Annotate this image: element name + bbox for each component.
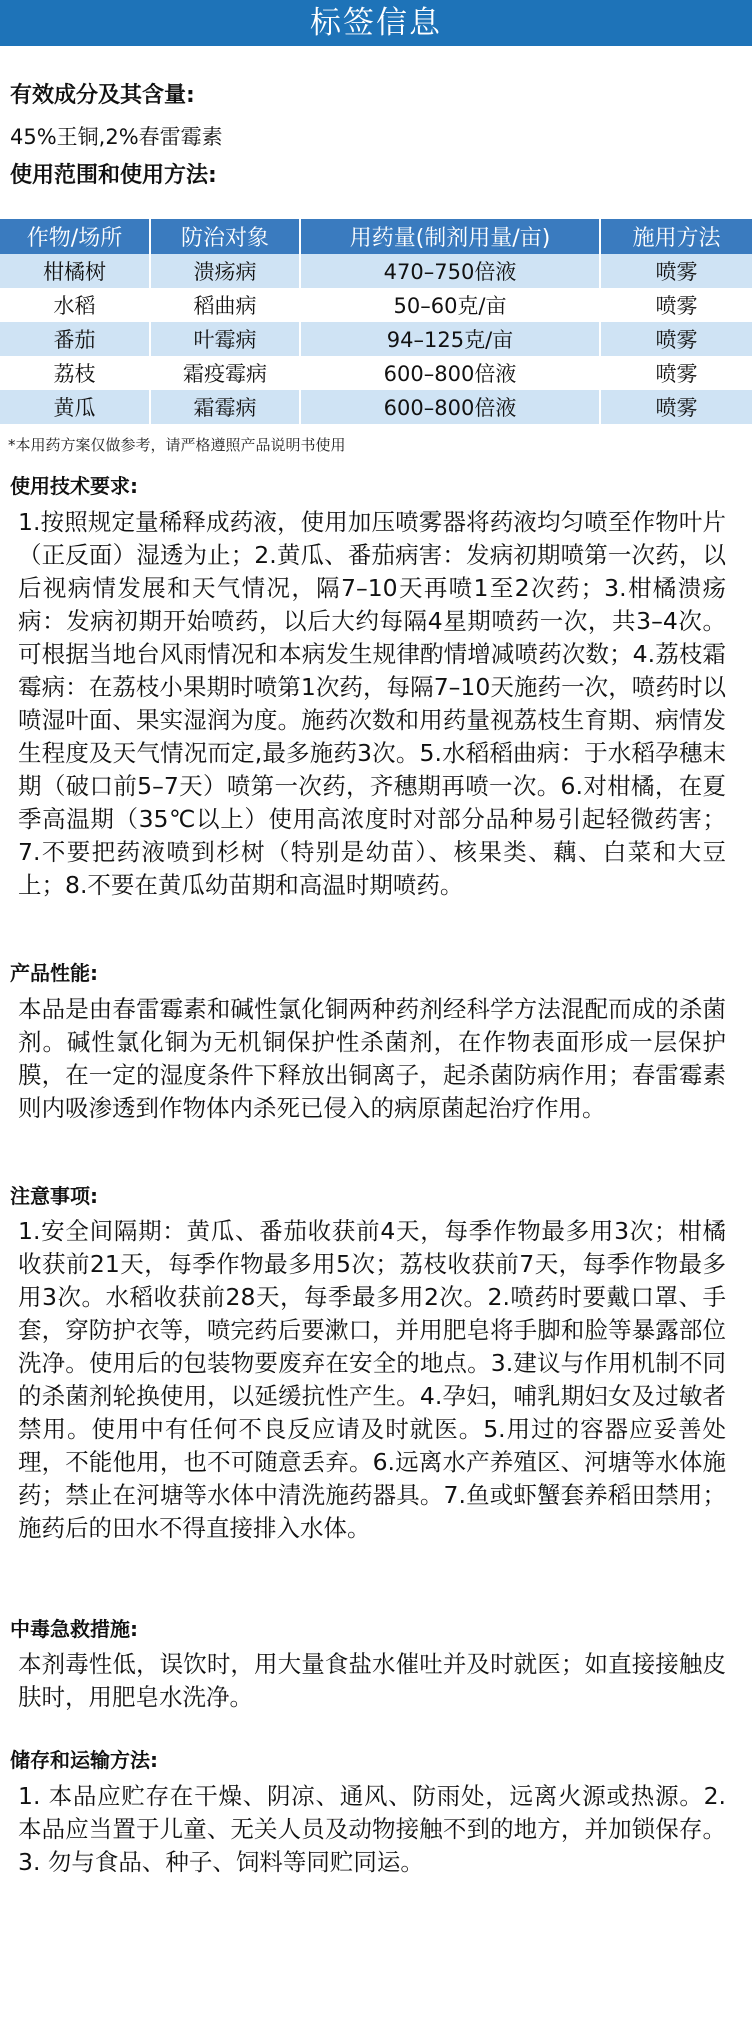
table-cell: 溃疡病 [150,254,300,288]
usage-heading: 使用范围和使用方法: [10,163,217,188]
table-cell: 黄瓜 [0,390,150,424]
first-aid-heading: 中毒急救措施: [10,1617,138,1641]
column-header: 施用方法 [600,219,752,254]
column-header: 用药量(制剂用量/亩) [300,219,600,254]
table-cell: 番茄 [0,322,150,356]
table-cell: 470–750倍液 [300,254,600,288]
table-row [0,390,752,424]
caution-heading: 注意事项: [10,1184,98,1208]
table-row [0,288,752,322]
table-row [0,356,752,390]
dose-table [0,219,752,424]
performance-text: 本品是由春雷霉素和碱性氯化铜两种药剂经科学方法混配而成的杀菌剂。碱性氯化铜为无机铜保护性杀菌剂，在作物表面形成一层保护膜，在一定的湿度条件下释放出铜离子，起杀菌防病作用；春雷霉素则内吸渗透到作物体内杀死已侵入的病原菌起治疗作用。 [18,995,726,1122]
performance-heading: 产品性能: [10,961,98,985]
storage-text: 1. 本品应贮存在干燥、阴凉、通风、防雨处，远离火源或热源。2. 本品应当置于儿童、无关人员及动物接触不到的地方，并加锁保存。3. 勿与食品、种子、饲料等同贮同运。 [18,1782,726,1876]
table-cell: 94–125克/亩 [300,322,600,356]
column-header: 作物/场所 [0,219,150,254]
table-cell: 喷雾 [600,322,752,356]
ingredients-heading: 有效成分及其含量: [10,83,195,108]
table-cell: 荔枝 [0,356,150,390]
tech-text: 1.按照规定量稀释成药液，使用加压喷雾器将药液均匀喷至作物叶片（正反面）湿透为止；2.黄瓜、番茄病害：发病初期喷第一次药，以后视病情发展和天气情况，隔7–10天再喷1至2次药；3.柑橘溃疡病：发病初期开始喷药，以后大约每隔4星期喷药一次，共3–4次。可根据当地台风雨情况和本病发生规律酌情增减喷药次数；4.荔枝霜霉病：在荔枝小果期时喷第1次药，每隔7–10天施药一次，喷药时以喷湿叶面、果实湿润为度。施药次数和用药量视荔枝生育期、病情发生程度及天气情况而定,最多施药3次。5.水稻稻曲病：于水稻孕穗末期（破口前5–7天）喷第一次药，齐穗期再喷一次。6.对柑橘，在夏季高温期（35℃以上）使用高浓度时对部分品种易引起轻微药害；7.不要把药液喷到杉树（特别是幼苗）、核果类、藕、白菜和大豆上；8.不要在黄瓜幼苗期和高温时期喷药。 [18,508,726,899]
table-row [0,254,752,288]
table-cell: 柑橘树 [0,254,150,288]
table-cell: 600–800倍液 [300,390,600,424]
tech-heading: 使用技术要求: [10,474,138,498]
table-cell: 600–800倍液 [300,356,600,390]
page-header [0,0,752,46]
table-cell: 喷雾 [600,254,752,288]
ingredients-value: 45%王铜,2%春雷霉素 [10,125,223,149]
page-title: 标签信息 [310,5,442,41]
table-row [0,322,752,356]
first-aid-text: 本剂毒性低，误饮时，用大量食盐水催吐并及时就医；如直接接触皮肤时，用肥皂水洗净。 [18,1650,726,1711]
table-note: *本用药方案仅做参考，请严格遵照产品说明书使用 [8,436,346,454]
table-cell: 叶霉病 [150,322,300,356]
table-cell: 霜霉病 [150,390,300,424]
caution-text: 1.安全间隔期：黄瓜、番茄收获前4天，每季作物最多用3次；柑橘收获前21天，每季作物最多用5次；荔枝收获前7天，每季作物最多用3次。水稻收获前28天，每季最多用2次。2.喷药时要戴口罩、手套，穿防护衣等，喷完药后要漱口，并用肥皂将手脚和脸等暴露部位洗净。使用后的包装物要废弃在安全的地点。3.建议与作用机制不同的杀菌剂轮换使用，以延缓抗性产生。4.孕妇，哺乳期妇女及过敏者禁用。使用中有任何不良反应请及时就医。5.用过的容器应妥善处理，不能他用，也不可随意丢弃。6.远离水产养殖区、河塘等水体施药；禁止在河塘等水体中清洗施药器具。7.鱼或虾蟹套养稻田禁用；施药后的田水不得直接排入水体。 [18,1217,726,1542]
table-cell: 稻曲病 [150,288,300,322]
column-header: 防治对象 [150,219,300,254]
table-cell: 喷雾 [600,390,752,424]
table-cell: 喷雾 [600,356,752,390]
table-cell: 霜疫霉病 [150,356,300,390]
dose-table-header [0,219,752,254]
storage-heading: 储存和运输方法: [10,1748,158,1772]
table-cell: 喷雾 [600,288,752,322]
table-cell: 50–60克/亩 [300,288,600,322]
table-cell: 水稻 [0,288,150,322]
